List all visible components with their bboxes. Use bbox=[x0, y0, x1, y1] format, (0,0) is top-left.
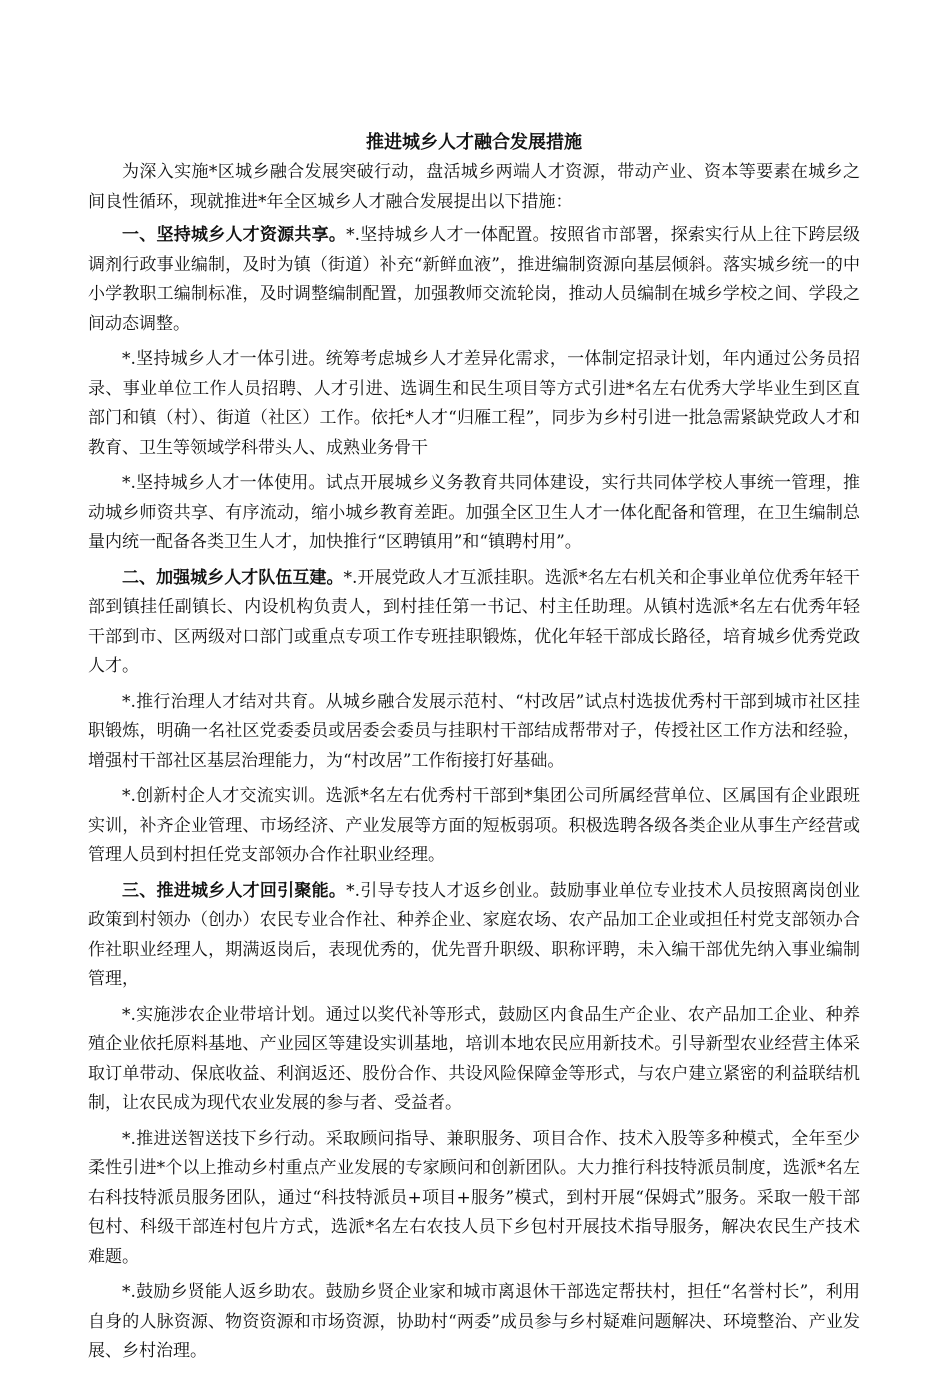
section-2-heading: 二、加强城乡人才队伍互建。 bbox=[122, 567, 344, 588]
section-2-paragraph-1-text: *.开展党政人才互派挂职。选派*名左右机关和企事业单位优秀年轻干部到镇挂任副镇长、内设机构负责人，到村挂任第一书记、村主任助理。从镇村选派*名左右优秀年轻干部到市、区两级对口部门或重点专项工作专班挂职锻炼，优化年轻干部成长路径，培育城乡优秀党政人才。 bbox=[88, 567, 860, 676]
section-3-paragraph-2: *.实施涉农企业带培计划。通过以奖代补等形式，鼓励区内食品生产企业、农产品加工企业、种养殖企业依托原料基地、产业园区等建设实训基地，培训本地农民应用新技术。引导新型农业经营主体采取订单带动、保底收益、利润返还、股份合作、共设风险保障金等形式，与农户建立紧密的利益联结机制，让农民成为现代农业发展的参与者、受益者。 bbox=[88, 1004, 860, 1113]
section-1-heading: 一、坚持城乡人才资源共享。 bbox=[122, 225, 347, 245]
section-2-paragraph-3: *.创新村企人才交流实训。选派*名左右优秀村干部到*集团公司所属经营单位、区属国有企业跟班实训，补齐企业管理、市场经济、产业发展等方面的短板弱项。积极选聘各级各类企业从事生产经营或管理人员到村担任党支部领办合作社职业经理。 bbox=[88, 786, 860, 865]
section-1-paragraph-2: *.坚持城乡人才一体引进。统筹考虑城乡人才差异化需求，一体制定招录计划，年内通过公务员招录、事业单位工作人员招聘、人才引进、选调生和民生项目等方式引进*名左右优秀大学毕业生到区直部门和镇（村）、街道（社区）工作。依托*人才“归雁工程”，同步为乡村引进一批急需紧缺党政人才和教育、卫生等领域学科带头人、成熟业务骨干 bbox=[88, 349, 860, 458]
section-1-paragraph-1-text: *.坚持城乡人才一体配置。按照省市部署，探索实行从上往下跨层级调剂行政事业编制，及时为镇（街道）补充“新鲜血液”，推进编制资源向基层倾斜。落实城乡统一的中小学教职工编制标准，及时调整编制配置，加强教师交流轮岗，推动人员编制在城乡学校之间、学段之间动态调整。 bbox=[88, 225, 860, 334]
section-2-paragraph-1 bbox=[88, 564, 860, 682]
section-3-paragraph-1 bbox=[88, 877, 860, 995]
section-1-paragraph-3: *.坚持城乡人才一体使用。试点开展城乡义务教育共同体建设，实行共同体学校人事统一管理，推动城乡师资共享、有序流动，缩小城乡教育差距。加强全区卫生人才一体化配备和管理，在卫生编制总量内统一配备各类卫生人才，加快推行“区聘镇用”和“镇聘村用”。 bbox=[88, 473, 860, 552]
section-3-paragraph-4: *.鼓励乡贤能人返乡助农。鼓励乡贤企业家和城市离退休干部选定帮扶村，担任“名誉村长”，利用自身的人脉资源、物资资源和市场资源，协助村“两委”成员参与乡村疑难问题解决、环境整治、产业发展、乡村治理。 bbox=[88, 1282, 860, 1361]
section-3-paragraph-3: *.推进送智送技下乡行动。采取顾问指导、兼职服务、项目合作、技术入股等多种模式，全年至少柔性引进*个以上推动乡村重点产业发展的专家顾问和创新团队。大力推行科技特派员制度，选派*名左右科技特派员服务团队，通过“科技特派员+项目+服务”模式，到村开展“保姆式”服务。采取一般干部包村、科级干部连村包片方式，选派*名左右农技人员下乡包村开展技术指导服务，解决农民生产技术难题。 bbox=[88, 1128, 860, 1267]
document-title: 推进城乡人才融合发展措施 bbox=[366, 132, 582, 153]
intro-paragraph: 为深入实施*区城乡融合发展突破行动，盘活城乡两端人才资源，带动产业、资本等要素在城乡之间良性循环，现就推进*年全区城乡人才融合发展提出以下措施： bbox=[88, 162, 860, 212]
section-1-paragraph-1 bbox=[88, 221, 860, 339]
document-body bbox=[88, 128, 860, 1373]
section-3-paragraph-1-text: *.引导专技人才返乡创业。鼓励事业单位专业技术人员按照离岗创业政策到村领办（创办）农民专业合作社、种养企业、家庭农场、农产品加工企业或担任村党支部领办合作社职业经理人，期满返岗后，表现优秀的，优先晋升职级、职称评聘，未入编干部优先纳入事业编制管理， bbox=[88, 880, 860, 989]
section-3-heading: 三、推进城乡人才回引聚能。 bbox=[122, 880, 347, 901]
section-2-paragraph-2: *.推行治理人才结对共育。从城乡融合发展示范村、“村改居”试点村选拔优秀村干部到城市社区挂职锻炼，明确一名社区党委委员或居委会委员与挂职村干部结成帮带对子，传授社区工作方法和经验，增强村干部社区基层治理能力，为“村改居”工作衔接打好基础。 bbox=[88, 691, 860, 771]
